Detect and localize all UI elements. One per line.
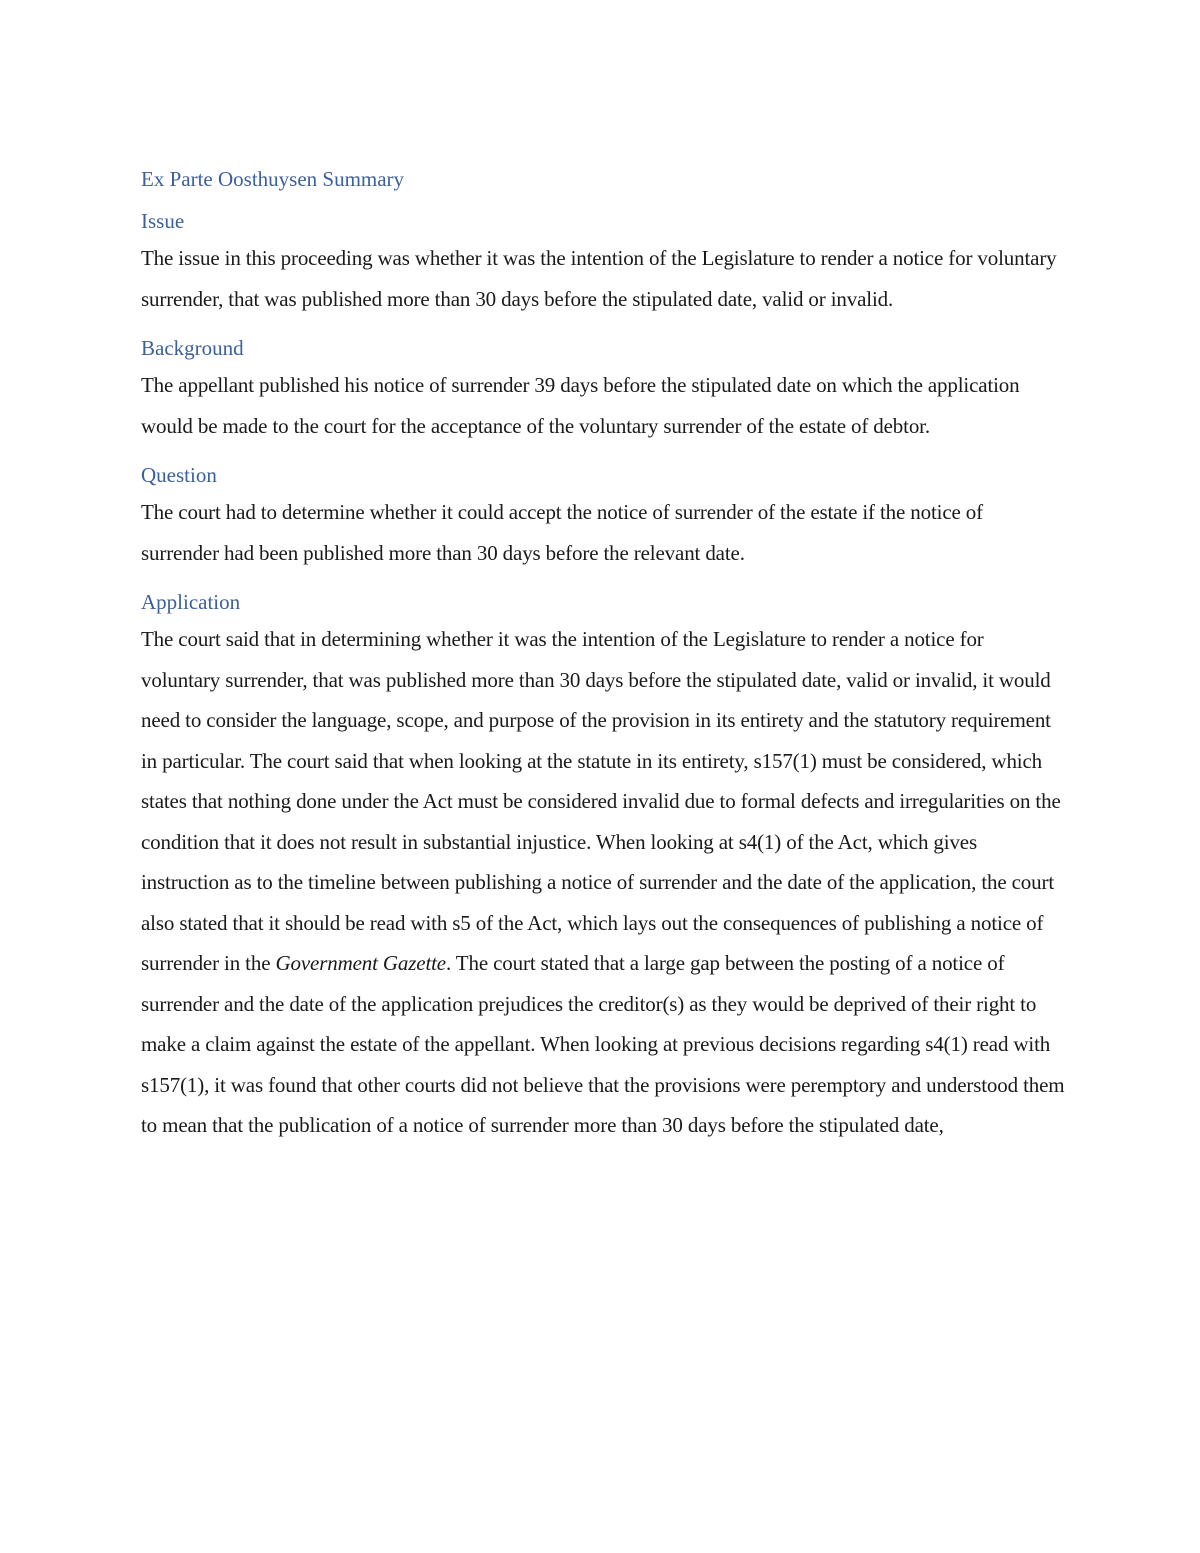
application-text-part-2: . The court stated that a large gap between the posting of a notice of surrender and the date of the application prejudices the creditor(s) as they would be deprived of their right to make a claim against the estate of the appellant. When looking at previous decisions regarding s4(1) read with s157(1), it was found that other courts did not believe that the provisions were peremptory and understood them to mean that the publication of a notice of surrender more than 30 days before the stipulated date,	[141, 951, 1065, 1137]
section-body-application	[141, 619, 1066, 1146]
document-page	[141, 162, 1066, 1158]
section-heading-application: Application	[141, 590, 241, 614]
section-heading-issue: Issue	[141, 209, 185, 233]
section-issue	[141, 204, 1066, 319]
application-italic-gazette: Government Gazette	[275, 951, 446, 975]
section-heading-background: Background	[141, 336, 244, 360]
section-background	[141, 331, 1066, 446]
document-title: Ex Parte Oosthuysen Summary	[141, 167, 405, 191]
section-body-question: The court had to determine whether it could accept the notice of surrender of the estate if the notice of surrender had been published more than 30 days before the relevant date.	[141, 500, 983, 565]
application-text-part-1: The court said that in determining whether it was the intention of the Legislature to render a notice for voluntary surrender, that was published more than 30 days before the stipulated date, valid or invalid, it would need to consider the language, scope, and purpose of the provision in its entirety and the statutory requirement in particular. The court said that when looking at the statute in its entirety, s157(1) must be considered, which states that nothing done under the Act must be considered invalid due to formal defects and irregularities on the condition that it does not result in substantial injustice. When looking at s4(1) of the Act, which gives instruction as to the timeline between publishing a notice of surrender and the date of the application, the court also stated that it should be read with s5 of the Act, which lays out the consequences of publishing a notice of surrender in the	[141, 627, 1061, 975]
section-body-issue: The issue in this proceeding was whether it was the intention of the Legislature to render a notice for voluntary surrender, that was published more than 30 days before the stipulated date, valid or invalid.	[141, 246, 1057, 311]
section-body-background: The appellant published his notice of surrender 39 days before the stipulated date on which the application would be made to the court for the acceptance of the voluntary surrender of the estate of debtor.	[141, 373, 1020, 438]
section-application	[141, 585, 1066, 1146]
section-heading-question: Question	[141, 463, 217, 487]
section-question	[141, 458, 1066, 573]
